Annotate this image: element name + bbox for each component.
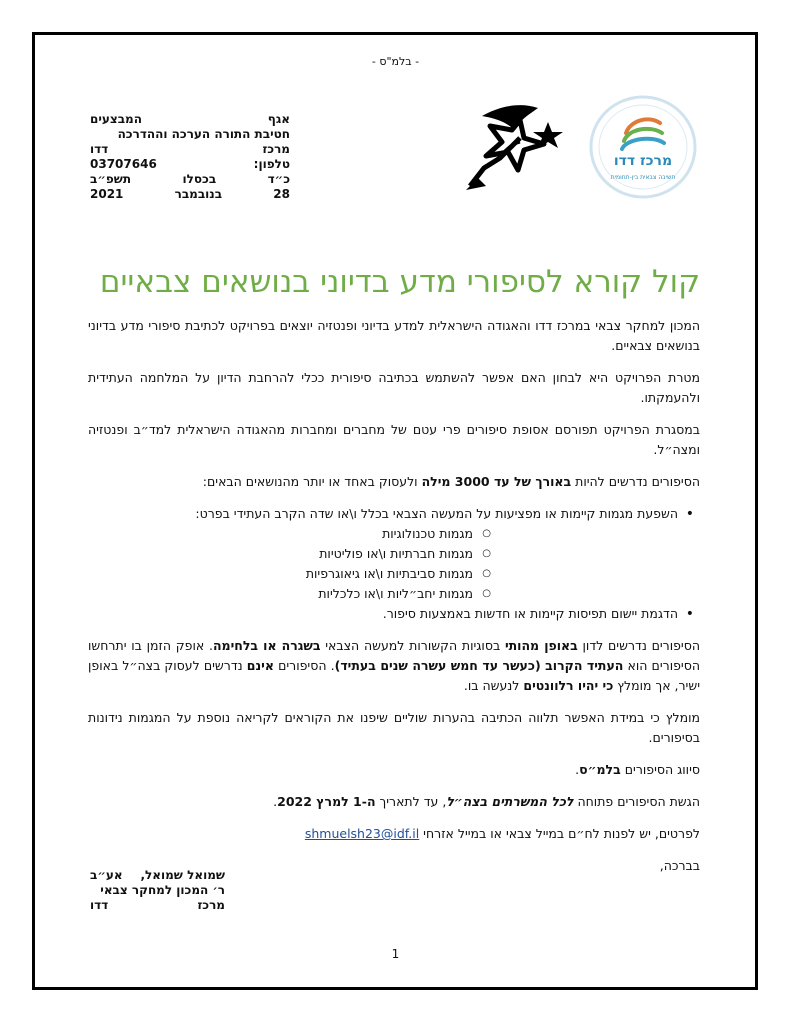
text-bold: כי יהיו רלוונטים	[523, 678, 614, 693]
letter-body	[88, 316, 700, 888]
sender-row	[90, 142, 290, 157]
email-link[interactable]: shmuelsh23@idf.il	[304, 826, 420, 841]
text-segment: .	[575, 762, 580, 777]
paragraph-scope	[88, 636, 700, 696]
sender-phone-label: טלפון:	[253, 157, 290, 171]
signer-rank: אע״ב	[90, 868, 123, 882]
text-bold: אינם	[246, 658, 274, 673]
hebrew-month: בכסלו	[182, 172, 217, 186]
paragraph-contact	[88, 824, 700, 844]
signer-name: שמואל שמואל,	[140, 868, 225, 882]
sender-division: חטיבת התורה הערכה וההדרכה	[117, 127, 290, 141]
sender-center-label: מרכז	[262, 142, 290, 156]
text-segment: . הסיפורים	[273, 658, 335, 673]
sender-row	[90, 157, 290, 172]
paragraph-submission	[88, 792, 700, 812]
text-bold: בלמ״ס	[579, 762, 621, 777]
text-segment: נדרשים לעסוק בצה״ל באופן ישיר, אך מומלץ	[88, 658, 700, 693]
text-segment: .	[273, 794, 278, 809]
closing: בברכה,	[659, 858, 700, 873]
list-item: ○ מגמות יחב״ליות ו\או כלכליות	[88, 584, 678, 604]
signer-center-label: מרכז	[197, 898, 225, 912]
document-title: קול קורא לסיפורי מדע בדיוני בנושאים צבאיים	[99, 264, 701, 300]
hebrew-year: תשפ״ב	[90, 172, 132, 186]
signature-row	[90, 883, 225, 898]
topic-concepts: הדגמת יישום תפיסות קיימות או חדשות באמצעות סיפור.	[382, 606, 678, 621]
list-item: ○ מגמות חברתיות ו\או פוליטיות	[88, 544, 678, 564]
text-bold: בשגרה או בלחימה	[212, 638, 321, 653]
word-limit: באורך של עד 3000 מילה	[421, 474, 572, 489]
sender-block	[90, 112, 290, 202]
text-segment: ולעסוק באחד או יותר מהנושאים הבאים:	[202, 474, 422, 489]
classification-header: - בלמ"ס -	[371, 55, 420, 68]
text-bold: העתיד הקרוב (כעשר עד חמש עשרה שנים בעתיד)	[334, 658, 624, 673]
text-segment: , עד לתאריך	[375, 794, 447, 809]
hebrew-day: כ״ד	[267, 172, 290, 186]
text-segment: לפרטים, יש לפנות לח״ם במייל צבאי או במייל אזרחי	[419, 826, 700, 841]
paragraph-requirements	[88, 472, 700, 492]
topic-trends: השפעת מגמות קיימות או מפציעות על המעשה הצבאי בכלל ו\או שדה הקרב העתידי בפרט:	[195, 506, 678, 521]
text-bold: באופן מהותי	[504, 638, 578, 653]
star-sword-logo	[460, 98, 570, 198]
list-item: ○ מגמות טכנולוגיות	[88, 524, 678, 544]
paragraph-footnotes: מומלץ כי במידת האפשר תלווה הכתיבה בהערות שוליים שיפנו את הקוראים לקריאה נוספת על המגמות נידונות בסיפורים.	[88, 710, 700, 745]
text-segment: בסוגיות הקשורות למעשה הצבאי	[320, 638, 505, 653]
deadline-date: ה-1 למרץ 2022	[277, 794, 376, 809]
logo-subtext: חשיבה צבאית בין-תחומית	[610, 174, 676, 181]
gregorian-year: 2021	[90, 187, 124, 201]
signer-center-name: דדו	[90, 898, 109, 912]
list-item	[88, 604, 678, 624]
text-segment: סיווג הסיפורים	[620, 762, 700, 777]
topics-list	[88, 504, 700, 624]
sender-department-name: המבצעים	[90, 112, 142, 126]
list-item: ○ מגמות סביבתיות ו\או גיאוגרפיות	[88, 564, 678, 584]
subtopics-list	[88, 524, 678, 604]
sender-center-name: דדו	[90, 142, 109, 156]
text-segment: הסיפורים נדרשים להיות	[571, 474, 700, 489]
sender-department: אגף	[267, 112, 290, 126]
sender-row	[90, 127, 290, 142]
paragraph-goal: מטרת הפרויקט היא לבחון האם אפשר להשתמש בכתיבה סיפורית ככלי להרחבת הדיון על המלחמה העתידית ולהעמקתו.	[88, 370, 700, 405]
gregorian-day: 28	[273, 187, 290, 201]
logo-text: מרכז דדו	[613, 153, 673, 169]
list-item	[88, 504, 678, 604]
signature-block	[90, 868, 225, 913]
paragraph-anthology: במסגרת הפרויקט תפורסם אסופת סיפורים פרי עטם של מחברים ומחברות מהאגודה הישראלית למד״ב ופנטזיה ומצה״ל.	[88, 422, 700, 457]
page-number: 1	[391, 947, 400, 961]
text-segment: . אופק הזמן בו יתרחשו הסיפורים הוא	[88, 638, 700, 673]
sender-row	[90, 112, 290, 127]
signer-title: ר׳ המכון למחקר צבאי	[100, 883, 225, 897]
merkaz-dado-logo	[588, 95, 698, 199]
signature-row	[90, 898, 225, 913]
gregorian-month: בנובמבר	[174, 187, 223, 201]
paragraph-intro: המכון למחקר צבאי במרכז דדו והאגודה הישראלית למדע בדיוני ופנטזיה יוצאים בפרויקט לכתיבת סיפורי מדע בדיוני בנושאים צבאיים.	[88, 318, 700, 353]
signature-row	[90, 868, 225, 883]
text-segment: לנעשה בו.	[463, 678, 524, 693]
text-segment: הגשת הסיפורים פתוחה	[573, 794, 700, 809]
text-bold-italic: לכל המשרתים בצה״ל	[446, 794, 574, 809]
sender-phone: 03707646	[90, 157, 157, 171]
paragraph-classification	[88, 760, 700, 780]
hebrew-date-row	[90, 172, 290, 187]
text-segment: הסיפורים נדרשים לדון	[577, 638, 701, 653]
gregorian-date-row	[90, 187, 290, 202]
